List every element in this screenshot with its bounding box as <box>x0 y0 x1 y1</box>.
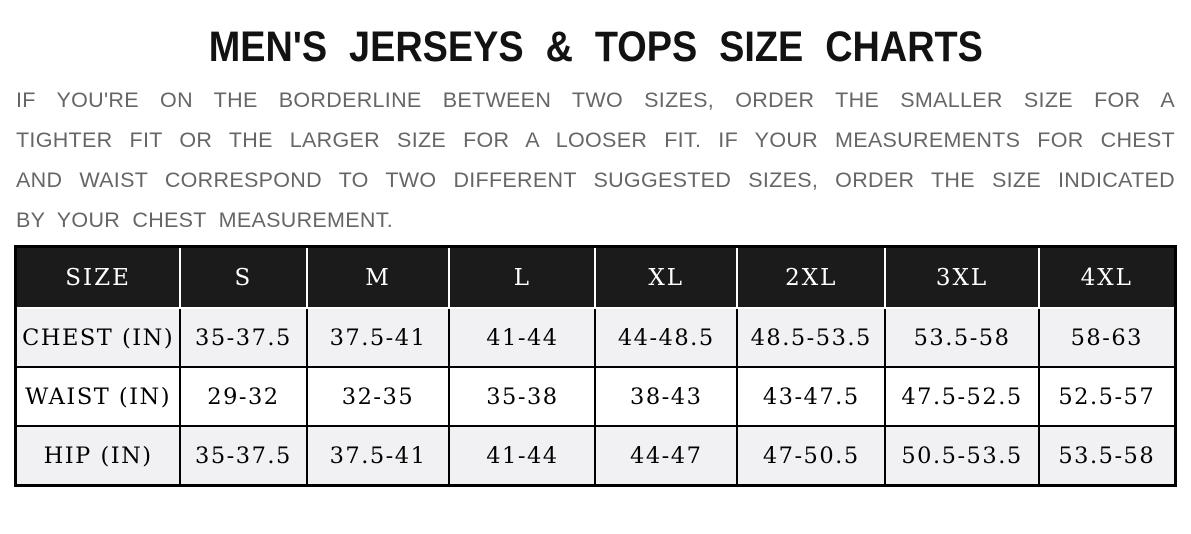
measurement-row-chest <box>16 308 1176 367</box>
chest-value-m: 37.5-41 <box>307 308 450 367</box>
waist-value-3xl: 47.5-52.5 <box>885 367 1038 426</box>
intro-paragraph <box>16 80 1175 240</box>
waist-value-m: 32-35 <box>307 367 450 426</box>
page-title: MEN'S JERSEYS & TOPS SIZE CHARTS <box>208 23 983 71</box>
header-cell-4xl: 4XL <box>1039 247 1176 309</box>
waist-value-xl: 38-43 <box>595 367 737 426</box>
waist-value-s: 29-32 <box>180 367 306 426</box>
header-cell-m: M <box>307 247 450 309</box>
chest-value-2xl: 48.5-53.5 <box>737 308 885 367</box>
row-label-waist: WAIST (IN) <box>16 367 181 426</box>
row-label-hip: HIP (IN) <box>16 426 181 486</box>
waist-value-l: 35-38 <box>449 367 595 426</box>
chest-value-s: 35-37.5 <box>180 308 306 367</box>
header-cell-size: SIZE <box>16 247 181 309</box>
hip-value-3xl: 50.5-53.5 <box>885 426 1038 486</box>
header-cell-2xl: 2XL <box>737 247 885 309</box>
header-cell-3xl: 3XL <box>885 247 1038 309</box>
chest-value-3xl: 53.5-58 <box>885 308 1038 367</box>
hip-value-2xl: 47-50.5 <box>737 426 885 486</box>
title-bar <box>0 24 1191 72</box>
hip-value-s: 35-37.5 <box>180 426 306 486</box>
header-cell-xl: XL <box>595 247 737 309</box>
size-chart-table <box>14 245 1177 487</box>
hip-value-4xl: 53.5-58 <box>1039 426 1176 486</box>
hip-value-xl: 44-47 <box>595 426 737 486</box>
hip-value-l: 41-44 <box>449 426 595 486</box>
hip-value-m: 37.5-41 <box>307 426 450 486</box>
intro-line-4: BY YOUR CHEST MEASUREMENT. <box>16 208 394 232</box>
waist-value-4xl: 52.5-57 <box>1039 367 1176 426</box>
header-cell-l: L <box>449 247 595 309</box>
waist-value-2xl: 43-47.5 <box>737 367 885 426</box>
intro-line-3: AND WAIST CORRESPOND TO TWO DIFFERENT SUGGESTED SIZES, ORDER THE SIZE INDICATED <box>16 168 1175 192</box>
chest-value-xl: 44-48.5 <box>595 308 737 367</box>
measurement-row-hip <box>16 426 1176 486</box>
intro-line-2: TIGHTER FIT OR THE LARGER SIZE FOR A LOOSER FIT. IF YOUR MEASUREMENTS FOR CHEST <box>16 128 1175 152</box>
intro-line-1: IF YOU'RE ON THE BORDERLINE BETWEEN TWO SIZES, ORDER THE SMALLER SIZE FOR A <box>16 88 1175 112</box>
header-cell-s: S <box>180 247 306 309</box>
measurement-row-waist <box>16 367 1176 426</box>
chest-value-4xl: 58-63 <box>1039 308 1176 367</box>
row-label-chest: CHEST (IN) <box>16 308 181 367</box>
size-chart-header-row <box>16 247 1176 309</box>
chest-value-l: 41-44 <box>449 308 595 367</box>
